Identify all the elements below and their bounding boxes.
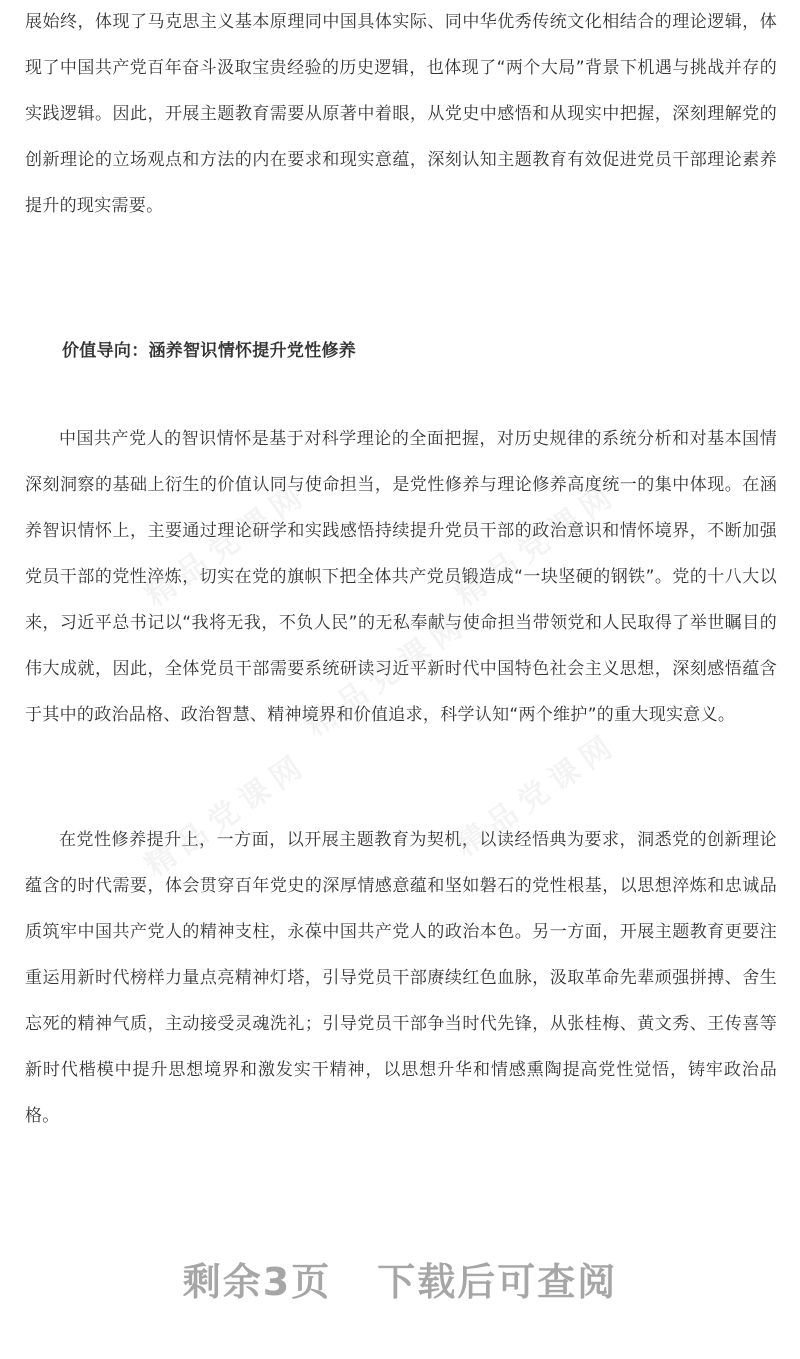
paragraph-1: 展始终，体现了马克思主义基本原理同中国具体实际、同中华优秀传统文化相结合的理论逻辑，体现了中国共产党百年奋斗汲取宝贵经验的历史逻辑，也体现了“两个大局”背景下机遇与挑战并存的实践逻辑。因此，开展主题教育需要从原著中着眼，从党史中感悟和从现实中把握，深刻理解党的创新理论的立场观点和方法的内在要求和现实意蕴，深刻认知主题教育有效促进党员干部理论素养提升的现实需要。 [25,12,777,216]
paragraph-2: 中国共产党人的智识情怀是基于对科学理论的全面把握，对历史规律的系统分析和对基本国情深刻洞察的基础上衍生的价值认同与使命担当，是党性修养与理论修养高度统一的集中体现。在涵养智识情怀上，主要通过理论研学和实践感悟持续提升党员干部的政治意识和情怀境界，不断加强党员干部的党性淬炼，切实在党的旗帜下把全体共产党员锻造成“一块坚硬的钢铁”。党的十八大以来，习近平总书记以“我将无我，不负人民”的无私奉献与使命担当带领党和人民取得了举世瞩目的伟大成就，因此，全体党员干部需要系统研读习近平新时代中国特色社会主义思想，深刻感悟蕴含于其中的政治品格、政治智慧、精神境界和价值追求，科学认知“两个维护”的重大现实意义。 [25,429,777,725]
section-heading: 价值导向：涵养智识情怀提升党性修养 [62,341,357,361]
paragraph-3: 在党性修养提升上，一方面，以开展主题教育为契机，以读经悟典为要求，洞悉党的创新理论蕴含的时代需要，体会贯穿百年党史的深厚情感意蕴和坚如磐石的党性根基，以思想淬炼和忠诚品质筑牢中国共产党人的精神支柱，永葆中国共产党人的政治本色。另一方面，开展主题教育更要注重运用新时代榜样力量点亮精神灯塔，引导党员干部赓续红色血脉，汲取革命先辈顽强拼搏、舍生忘死的精神气质，主动接受灵魂洗礼；引导党员干部争当时代先锋，从张桂梅、黄文秀、王传喜等新时代楷模中提升思想境界和激发实干精神，以思想升华和情感熏陶提高党性觉悟，铸牢政治品格。 [25,830,777,1126]
remaining-pages-text: 剩余3页 [182,1260,332,1304]
watermark: 精品党课网 [139,746,315,884]
watermark: 精品党课网 [449,476,625,614]
download-to-view-text[interactable]: 下载后可查阅 [377,1260,618,1304]
watermark: 精品党课网 [139,476,315,614]
watermark: 精品党课网 [299,606,475,744]
download-prompt[interactable] [0,1252,800,1312]
watermark: 精品党课网 [449,726,625,864]
